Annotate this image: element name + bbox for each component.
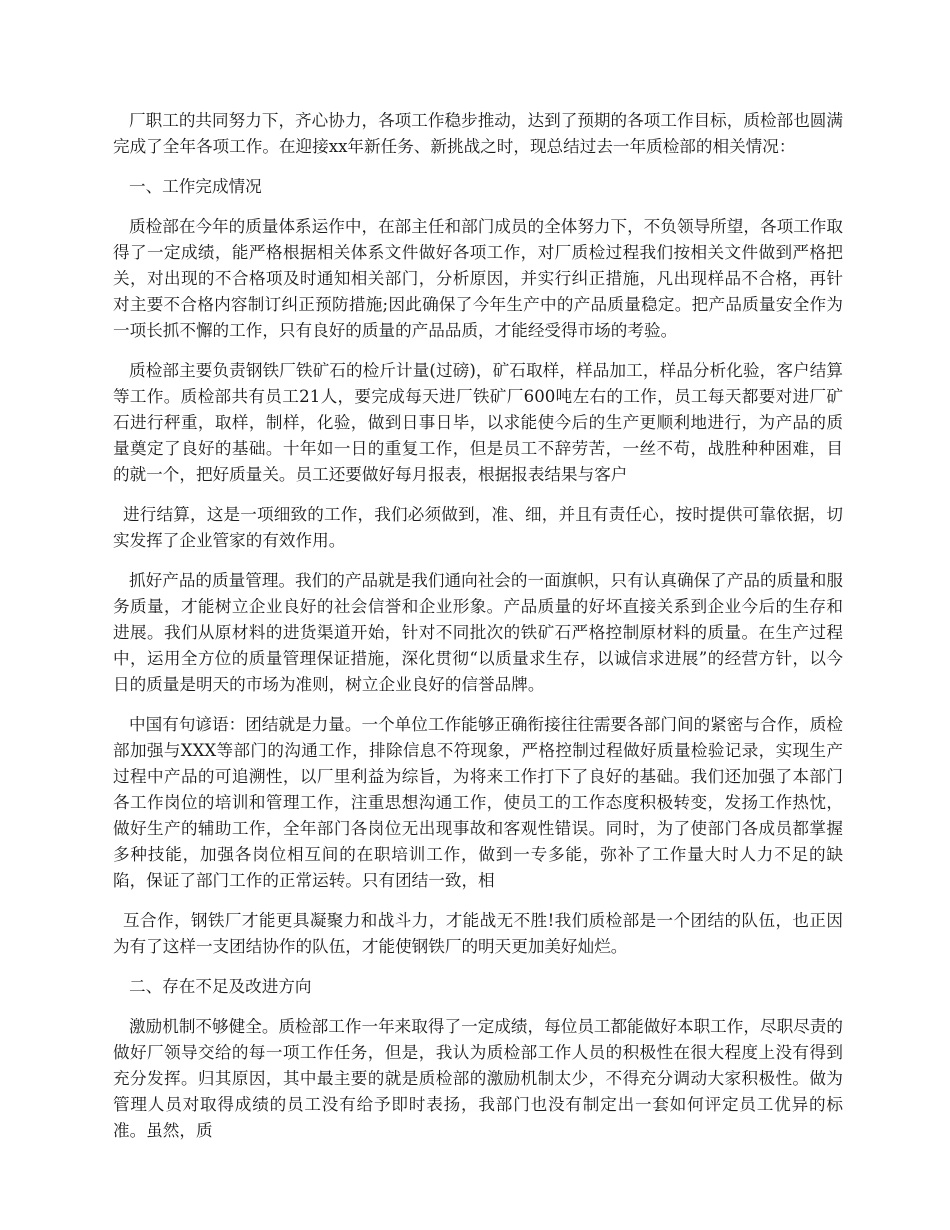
paragraph-teamwork: 中国有句谚语：团结就是力量。一个单位工作能够正确衔接往往需要各部门间的紧密与合作，质检部加强与XXX等部门的沟通工作，排除信息不符现象，严格控制过程做好质量检验记录，实现生产过程中产品的可追溯性，以厂里利益为综旨，为将来工作打下了良好的基础。我们还加强了本部门各工作岗位的培训和管理工作，注重思想沟通工作，使员工的工作态度积极转变，发扬工作热忱，做好生产的辅助工作，全年部门各岗位无出现事故和客观性错误。同时，为了使部门各成员都掌握多种技能，加强各岗位相互间的在职培训工作，做到一专多能，弥补了工作量大时人力不足的缺陷，保证了部门工作的正常运转。只有团结一致，相 bbox=[113, 715, 843, 890]
paragraph-settlement: 进行结算，这是一项细致的工作，我们必须做到，准、细，并且有责任心，按时提供可靠依据，切实发挥了企业管家的有效作用。 bbox=[113, 505, 843, 550]
document-page bbox=[113, 108, 843, 1158]
paragraph-incentive: 激励机制不够健全。质检部工作一年来取得了一定成绩，每位员工都能做好本职工作，尽职尽责的做好厂领导交给的每一项工作任务，但是，我认为质检部工作人员的积极性在很大程度上没有得到充分发挥。归其原因，其中最主要的就是质检部的激励机制太少，不得充分调动大家积极性。做为管理人员对取得成绩的员工没有给予即时表扬，我部门也没有制定出一套如何评定员工优异的标准。虽然，质 bbox=[113, 1017, 843, 1140]
paragraph-intro: 厂职工的共同努力下，齐心协力，各项工作稳步推动，达到了预期的各项工作目标，质检部也圆满完成了全年各项工作。在迎接xx年新任务、新挑战之时，现总结过去一年质检部的相关情况： bbox=[113, 111, 843, 156]
section-heading-shortcomings: 二、存在不足及改进方向 bbox=[129, 977, 312, 996]
section-heading-work-completion: 一、工作完成情况 bbox=[129, 177, 262, 196]
paragraph-cooperation: 互合作，钢铁厂才能更具凝聚力和战斗力，才能战无不胜!我们质检部是一个团结的队伍，也正因为有了这样一支团结协作的队伍，才能使钢铁厂的明天更加美好灿烂。 bbox=[113, 911, 843, 956]
paragraph-quality-system: 质检部在今年的质量体系运作中，在部主任和部门成员的全体努力下，不负领导所望，各项工作取得了一定成绩，能严格根据相关体系文件做好各项工作，对厂质检过程我们按相关文件做到严格把关，对出现的不合格项及时通知相关部门，分析原因，并实行纠正措施，凡出现样品不合格，再针对主要不合格内容制订纠正预防措施;因此确保了今年生产中的产品质量稳定。把产品质量安全作为一项长抓不懈的工作，只有良好的质量的产品品质，才能经受得市场的考验。 bbox=[113, 217, 843, 340]
paragraph-quality-management: 抓好产品的质量管理。我们的产品就是我们通向社会的一面旗帜，只有认真确保了产品的质量和服务质量，才能树立企业良好的社会信誉和企业形象。产品质量的好坏直接关系到企业今后的生存和进展。我们从原材料的进货渠道开始，针对不同批次的铁矿石严格控制原材料的质量。在生产过程中，运用全方位的质量管理保证措施，深化贯彻“以质量求生存，以诚信求进展”的经营方针，以今日的质量是明天的市场为准则，树立企业良好的信誉品牌。 bbox=[113, 571, 843, 694]
paragraph-responsibilities: 质检部主要负责钢铁厂铁矿石的检斤计量(过磅)，矿石取样，样品加工，样品分析化验，客户结算等工作。质检部共有员工21人，要完成每天进厂铁矿厂600吨左右的工作，员工每天都要对进厂矿石进行秤重，取样，制样，化验，做到日事日毕，以求能使今后的生产更顺利地进行，为产品的质量奠定了良好的基础。十年如一日的重复工作，但是员工不辞劳苦，一丝不苟，战胜种种困难，目的就一个，把好质量关。员工还要做好每月报表，根据报表结果与客户 bbox=[113, 361, 843, 484]
